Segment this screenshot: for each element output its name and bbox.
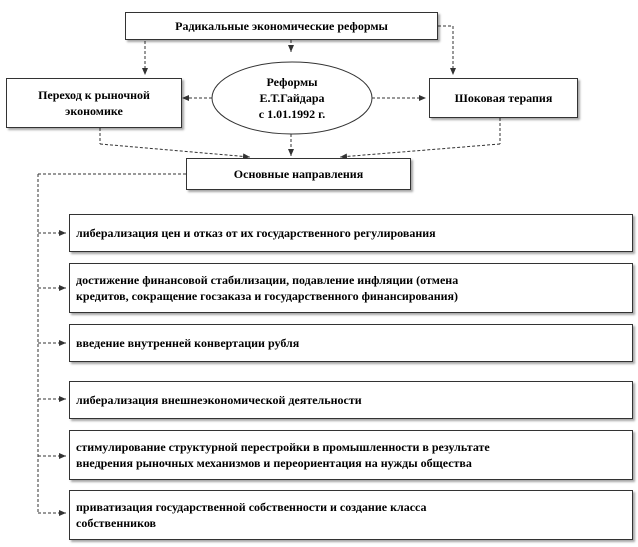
center-ellipse-label: Реформы Е.Т.Гайдара с 1.01.1992 г.	[258, 75, 326, 121]
top-box	[125, 12, 438, 40]
left-box	[6, 78, 182, 128]
right-box-label: Шоковая терапия	[454, 91, 553, 105]
direction-item-label: либерализация внешнеэкономической деятельности	[76, 393, 362, 407]
main-box-label: Основные направления	[233, 167, 364, 181]
direction-item-6	[69, 490, 633, 540]
top-box-label: Радикальные экономические реформы	[175, 19, 388, 33]
direction-item-4	[69, 381, 633, 419]
center-ellipse	[212, 62, 372, 134]
left-box-label: Переход к рыночной экономике	[38, 88, 150, 118]
direction-item-label: приватизация государственной собственности и создание класса собственников	[76, 500, 427, 530]
direction-item-5	[69, 430, 633, 480]
direction-item-label: стимулирование структурной перестройки в промышленности в результате внедрения рыночных механизмов и переориентация на нужды общества	[76, 440, 490, 470]
main-box	[186, 158, 411, 190]
direction-item-label: введение внутренней конвертации рубля	[76, 336, 300, 350]
direction-item-3	[69, 324, 633, 362]
direction-item-label: либерализация цен и отказ от их государственного регулирования	[76, 226, 436, 240]
right-box	[429, 78, 578, 118]
direction-item-label: достижение финансовой стабилизации, подавление инфляции (отмена кредитов, сокращение госзаказа и государственного финансирования)	[76, 273, 459, 303]
direction-item-1	[69, 214, 633, 252]
direction-item-2	[69, 263, 633, 313]
